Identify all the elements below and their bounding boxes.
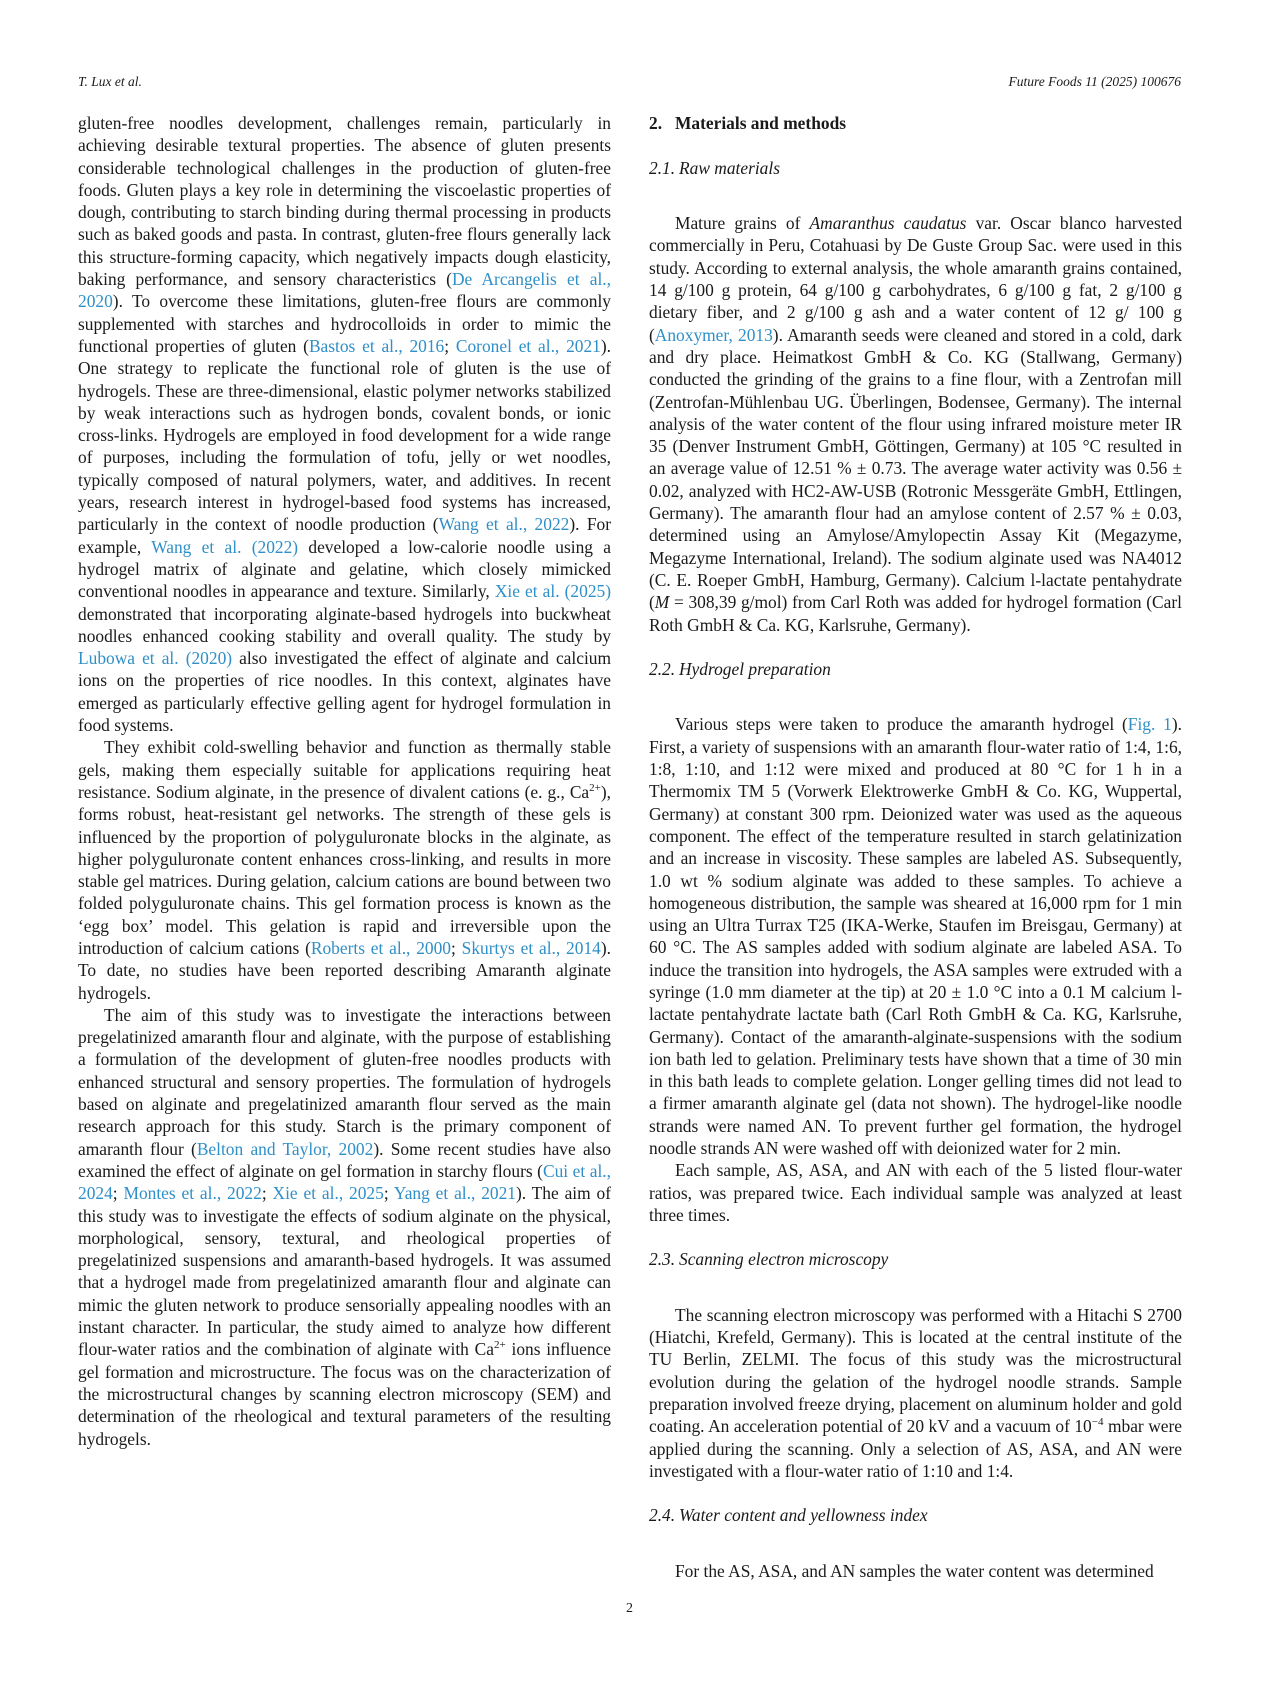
hydrogel-paragraph-1 <box>649 713 1182 1159</box>
running-header-authors: T. Lux et al. <box>78 74 142 89</box>
subsection-title: Scanning electron microscopy <box>679 1249 889 1270</box>
text: mbar were applied during the scanning. Only a selection of AS, ASA, and AN were investigated with a flour-water ratio of 1:10 and 1:4. <box>649 1416 1182 1481</box>
text: developed a low-calorie noodle using a hydrogel matrix of alginate and gelatine, which closely mimicked conventional noodles in appearance and texture. Similarly, <box>78 536 611 602</box>
text: ). Some recent studies have also examined the effect of alginate on gel formation in starchy flours ( <box>78 1138 611 1181</box>
text: The aim of this study was to investigate the interactions between pregelatinized amaranth flour and alginate, with the purpose of establishing a formulation of the development of gluten-free noodles products with enhanced structural and sensory properties. The formulation of hydrogels based on alginate and pregelatinized amaranth flour served as the main research approach for this study. Starch is the primary component of amaranth flour ( <box>78 1004 611 1159</box>
text: gluten-free noodles development, challenges remain, particularly in achieving desirable textural properties. The absence of gluten presents considerable technological challenges in the production of gluten-free foods. Gluten plays a key role in determining the viscoelastic properties of dough, contributing to starch binding during thermal processing in products such as baked goods and pasta. In contrast, gluten-free flours generally lack this structure-forming capacity, which negatively impacts dough elasticity, baking performance, and sensory characteristics ( <box>78 113 611 290</box>
spacer <box>649 1293 1182 1304</box>
text: ). Amaranth seeds were cleaned and stored in a cold, dark and dry place. Heimatkost GmbH & Co. KG (Stallwang, Germany) conducted the grinding of the grains to a fine flour, with a Zentrofan mill (Zentrofan-Mühlenbau UG. Überlingen, Bodensee, Germany). The internal analysis of the water content of the flour using infrared moisture meter IR 35 (Denver Instrument GmbH, Göttingen, Germany) at 105 °C resulted in an average value of 12.51 % ± 0.73. The average water activity was 0.56 ± 0.02, analyzed with HC2-AW-USB (Rotronic Messgeräte GmbH, Ettlingen, Germany). The amaranth flour had an amylose content of 2.57 % ± 0.03, determined using an Amylose/Amylopectin Assay Kit (Megazyme, Megazyme International, Ireland). The sodium alginate used was NA4012 (C. E. Roeper GmbH, Hamburg, Germany). Calcium l-lactate pentahydrate ( <box>649 324 1182 613</box>
subsection-title: Water content and yellowness index <box>679 1505 928 1526</box>
citation-link[interactable]: Skurtys et al., 2014 <box>461 937 601 958</box>
text: ). The aim of this study was to investigate the effects of sodium alginate on the physical, morphological, sensory, textural, and rheological properties of pregelatinized suspensions and amaranth-based hydrogels. It was assumed that a hydrogel made from pregelatinized amaranth flour and alginate can mimic the gluten network to produce sensorially appealing noodles with an instant character. In particular, the study aimed to analyze how different flour-water ratios and the combination of alginate with Ca <box>78 1183 611 1360</box>
citation-link[interactable]: Roberts et al., 2000 <box>310 937 451 958</box>
text: ; <box>444 335 456 356</box>
superscript: −4 <box>1091 1416 1104 1429</box>
subsection-number: 2.2. <box>649 658 676 679</box>
subsection-heading <box>649 1248 1182 1270</box>
text: ions influence gel formation and microstructure. The focus was on the characterization of the microstructural changes by scanning electron microscopy (SEM) and determination of the rheological and textural parameters of the resulting hydrogels. <box>78 1339 611 1449</box>
citation-link[interactable]: Wang et al. (2022) <box>151 536 299 557</box>
citation-link[interactable]: Montes et al., 2022 <box>123 1183 262 1204</box>
text: ), forms robust, heat-resistant gel networks. The strength of these gels is influenced by the proportion of polyguluronate blocks in the alginate, as higher polyguluronate content enhances cross-linking, and results in more stable gel matrices. During gelation, calcium cations are bound between two folded polyguluronate chains. This gel formation process is known as the ‘egg box’ model. This gelation is rapid and irreversible upon the introduction of calcium cations ( <box>78 781 611 958</box>
spacer <box>649 636 1182 658</box>
spacer <box>649 1226 1182 1248</box>
subsection-heading <box>649 157 1182 179</box>
superscript: 2+ <box>589 782 601 795</box>
text: var. Oscar blanco harvested commercially in Peru, Cotahuasi by De Guste Group Sac. were used in this study. According to external analysis, the whole amaranth grains contained, 14 g/100 g protein, 64 g/100 g carbohydrates, 6 g/100 g fat, 2 g/100 g dietary fiber, and 2 g/100 g ash and a water content of 12 g/ 100 g ( <box>649 213 1183 345</box>
intro-paragraph-2 <box>78 736 611 1004</box>
superscript: 2+ <box>493 1339 506 1352</box>
section-title: Materials and methods <box>675 113 847 133</box>
right-column <box>649 112 1182 1582</box>
spacer <box>649 201 1182 212</box>
citation-link[interactable]: Xie et al. (2025) <box>494 581 612 602</box>
citation-link[interactable]: Cui et al., 2024 <box>78 1160 612 1204</box>
text: ). First, a variety of suspensions with an amaranth flour-water ratio of 1:4, 1:6, 1:8, 1:10, and 1:12 were mixed and produced at 80 °C for 1 h in a Thermomix TM 5 (Vorwerk Elektrowerke GmbH & Co. KG, Wuppertal, Germany) at constant 300 rpm. Deionized water was used as the aqueous component. The effect of the temperature resulted in starch gelatinization and an increase in viscosity. These samples are labeled AS. Subsequently, 1.0 wt % sodium alginate was added to these samples. To achieve a homogeneous distribution, the sample was sheared at 16,000 rpm for 1 min using an Ultra Turrax T25 (IKA-Werke, Staufen im Breisgau, Germany) at 60 °C. The AS samples added with sodium alginate are labeled ASA. To induce the transition into hydrogels, the ASA samples were extruded with a syringe (1.0 mm diameter at the tip) at 20 ± 1.0 °C into a 0.1 M calcium l-lactate pentahydrate lactate bath (Carl Roth GmbH & Ca. KG, Karlsruhe, Germany). Contact of the amaranth-alginate-suspensions with the sodium ion bath led to gelation. Preliminary tests have shown that a time of 30 min in this bath leads to complete gelation. Longer gelling times did not lead to a firmer amaranth alginate gel (data not shown). The hydrogel-like noodle strands were named AN. To prevent further gel formation, the hydrogel noodle strands AN were washed off with deionized water for 2 min. <box>649 714 1182 1159</box>
citation-link[interactable]: Lubowa et al. (2020) <box>78 648 233 669</box>
hydrogel-paragraph-2: Each sample, AS, ASA, and AN with each of the 5 listed flour-water ratios, was prepared twice. Each individual sample was analyzed at least three times. <box>649 1160 1182 1225</box>
intro-paragraph-1 <box>78 112 611 736</box>
spacer <box>649 1549 1182 1560</box>
citation-link[interactable]: Anoxymer, 2013 <box>654 324 773 345</box>
left-column <box>78 112 611 1450</box>
water-content-paragraph: For the AS, ASA, and AN samples the water content was determined <box>675 1560 1154 1581</box>
running-header-journal: Future Foods 11 (2025) 100676 <box>1008 74 1181 89</box>
subsection-number: 2.1. <box>649 157 676 178</box>
text: also investigated the effect of alginate and calcium ions on the properties of rice noodles. In this context, alginates have emerged as particularly effective gelling agent for hydrogel formulation in food systems. <box>78 648 611 736</box>
math-symbol: M <box>654 592 670 613</box>
text: ). To date, no studies have been reported describing Amaranth alginate hydrogels. <box>78 937 611 1003</box>
species-name: Amaranthus caudatus <box>809 213 967 234</box>
spacer <box>649 1482 1182 1504</box>
spacer <box>649 702 1182 713</box>
subsection-heading <box>649 658 1182 680</box>
citation-link[interactable]: Yang et al., 2021 <box>393 1183 516 1204</box>
intro-paragraph-3 <box>78 1004 611 1450</box>
subsection-number: 2.4. <box>649 1505 676 1526</box>
text: ; <box>451 937 462 958</box>
text: ; <box>383 1183 394 1204</box>
text: ). One strategy to replicate the functional role of gluten is the use of hydrogels. These are three-dimensional, elastic polymer networks stabilized by weak interactions such as hydrogen bonds, covalent bonds, or ionic cross-links. Hydrogels are employed in food development for a wide range of purposes, including the formulation of tofu, jelly or wet noodles, typically composed of natural polymers, water, and additives. In recent years, research interest in hydrogel-based food systems has increased, particularly in the context of noodle production ( <box>78 335 611 535</box>
text: Mature grains of <box>675 213 810 234</box>
citation-link[interactable]: Coronel et al., 2021 <box>455 335 601 356</box>
text: ). To overcome these limitations, gluten-free flours are commonly supplemented with starches and hydrocolloids in order to mimic the functional properties of gluten ( <box>78 291 611 356</box>
text: ). For example, <box>78 514 611 557</box>
figure-link[interactable]: Fig. 1 <box>1127 714 1172 735</box>
text: Various steps were taken to produce the amaranth hydrogel ( <box>675 714 1128 735</box>
citation-link[interactable]: De Arcangelis et al., 2020 <box>78 269 611 312</box>
page-number: 2 <box>626 1601 633 1616</box>
subsection-title: Raw materials <box>679 157 780 178</box>
subsection-number: 2.3. <box>649 1249 676 1270</box>
section-number: 2. <box>649 113 663 133</box>
text: ; <box>261 1183 273 1204</box>
text: They exhibit cold-swelling behavior and function as thermally stable gels, making them especially suitable for applications requiring heat resistance. Sodium alginate, in the presence of divalent cations (e. g., Ca <box>78 737 611 802</box>
text: ; <box>112 1183 124 1204</box>
subsection-heading <box>649 1504 1182 1526</box>
citation-link[interactable]: Belton and Taylor, 2002 <box>196 1138 374 1159</box>
raw-materials-paragraph <box>649 212 1182 636</box>
text: The scanning electron microscopy was performed with a Hitachi S 2700 (Hiatchi, Krefeld, Germany). This is located at the central institute of the TU Berlin, ZELMI. The focus of this study was the microstructural evolution during the gelation of the hydrogel noodle strands. Sample preparation involved freeze drying, placement on aluminum holder and gold coating. An acceleration potential of 20 kV and a vacuum of 10 <box>649 1304 1182 1437</box>
sem-paragraph <box>649 1304 1182 1482</box>
citation-link[interactable]: Xie et al., 2025 <box>272 1183 384 1204</box>
text: demonstrated that incorporating alginate-based hydrogels into buckwheat noodles enhanced cooking stability and overall quality. The study by <box>78 603 611 646</box>
text: = 308,39 g/mol) from Carl Roth was added for hydrogel formation (Carl Roth GmbH & Ca. KG, Karlsruhe, Germany). <box>649 592 1182 635</box>
citation-link[interactable]: Bastos et al., 2016 <box>308 335 445 356</box>
section-heading <box>649 112 1182 134</box>
subsection-title: Hydrogel preparation <box>679 658 831 679</box>
citation-link[interactable]: Wang et al., 2022 <box>438 514 570 535</box>
